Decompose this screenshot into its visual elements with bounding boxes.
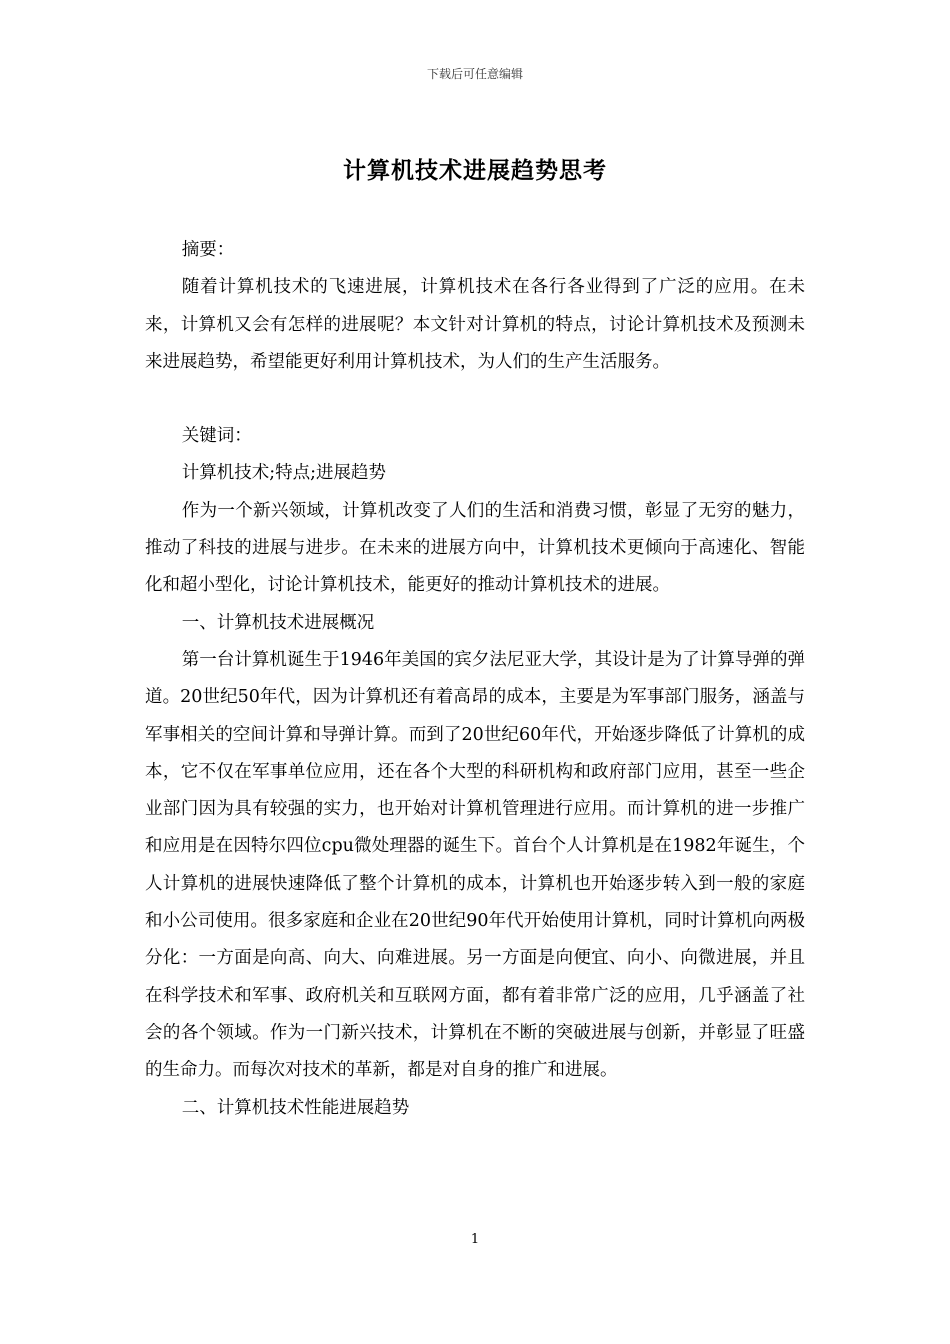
section-heading-2: 二、计算机技术性能进展趋势 xyxy=(181,1097,410,1118)
intro-paragraph: 作为一个新兴领域，计算机改变了人们的生活和消费习惯，彰显了无穷的魅力，推动了科技的进展与进步。在未来的进展方向中，计算机技术更倾向于高速化、智能化和超小型化，讨论计算机技术，能更好的推动计算机技术的进展。 xyxy=(145,500,805,596)
paragraph-gap xyxy=(145,381,805,418)
section-heading-1: 一、计算机技术进展概况 xyxy=(181,612,375,633)
page-number: 1 xyxy=(470,1232,480,1247)
header-note: 下载后可任意编辑 xyxy=(426,67,523,81)
abstract-label: 摘要： xyxy=(181,240,235,260)
document-title: 计算机技术进展趋势思考 xyxy=(343,157,607,184)
keywords-label: 关键词： xyxy=(181,426,252,447)
section-1-paragraph: 第一台计算机诞生于1946年美国的宾夕法尼亚大学，其设计是为了计算导弹的弹道。20世纪50年代，因为计算机还有着高昂的成本，主要是为军事部门服务，涵盖与军事相关的空间计算和导弹计算。而到了20世纪60年代，开始逐步降低了计算机的成本，它不仅在军事单位应用，还在各个大型的科研机构和政府部门应用，甚至一些企业部门因为具有较强的实力，也开始对计算机管理进行应用。而计算机的进一步推广和应用是在因特尔四位cpu微处理器的诞生下。首台个人计算机是在1982年诞生，个人计算机的进展快速降低了整个计算机的成本，计算机也开始逐步转入到一般的家庭和小公司使用。很多家庭和企业在20世纪90年代开始使用计算机，同时计算机向两极分化：一方面是向高、向大、向难进展。另一方面是向便宜、向小、向微进展，并且在科学技术和军事、政府机关和互联网方面，都有着非常广泛的应用，几乎涵盖了社会的各个领域。作为一门新兴技术，计算机在不断的突破进展与创新，并彰显了旺盛的生命力。而每次对技术的革新，都是对自身的推广和进展。 xyxy=(145,649,805,1081)
document-body xyxy=(145,232,805,1127)
keywords-text: 计算机技术;特点;进展趋势 xyxy=(181,463,387,484)
abstract-text: 随着计算机技术的飞速进展，计算机技术在各行各业得到了广泛的应用。在未来，计算机又会有怎样的进展呢？本文针对计算机的特点，讨论计算机技术及预测未来进展趋势，希望能更好利用计算机技术，为人们的生产生活服务。 xyxy=(145,277,805,372)
